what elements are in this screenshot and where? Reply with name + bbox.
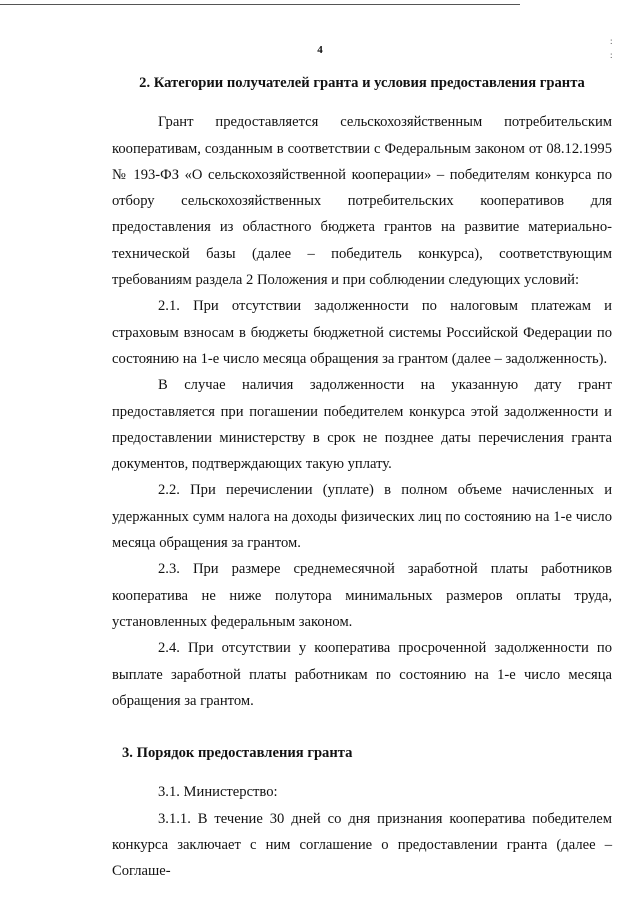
paragraph: 2.1. При отсутствии задолженности по налоговым платежам и страховым взносам в бюджеты бюджетной системы Российской Федерации по состоянию на 1-е число месяца обращения за грантом (далее – задолженность). xyxy=(112,298,612,367)
paragraph: 3.1. Министерство: xyxy=(158,784,278,801)
top-rule xyxy=(0,4,520,5)
paragraph: 3.1.1. В течение 30 дней со дня признания кооператива победителем конкурса заключает с ним соглашение о предоставлении гранта (далее – Соглаше- xyxy=(112,810,612,880)
page-number: 4 xyxy=(317,44,323,56)
margin-marks: : : xyxy=(610,36,613,60)
paragraph: 2.2. При перечислении (уплате) в полном объеме начисленных и удержанных сумм налога на доходы физических лиц по состоянию на 1-е число месяца обращения за грантом. xyxy=(112,482,612,552)
section-2-title: 2. Категории получателей гранта и условия предоставления гранта xyxy=(139,75,585,91)
paragraph: Грант предоставляется сельскохозяйственным потребительским кооперативам, созданным в соответствии с Федеральным законом от 08.12.1995 № 193-ФЗ «О сельскохозяйственной кооперации» – победителям конкурса по отбору сельскохозяйственных потребительских кооперативов для предоставления из областного бюджета грантов на развитие материально-технической базы (далее – победитель конкурса), соответствующим требованиям раздела 2 Положения и при соблюдении следующих условий: xyxy=(112,114,612,289)
paragraph: 2.3. При размере среднемесячной заработной платы работников кооператива не ниже полутора минимальных размеров оплаты труда, установленных федеральным законом. xyxy=(112,561,612,630)
paragraph: В случае наличия задолженности на указанную дату грант предоставляется при погашении победителем конкурса этой задолженности и предоставлении министерству в срок не позднее даты перечисления гранта документов, подтверждающих такую уплату. xyxy=(112,377,612,473)
document-body xyxy=(112,70,612,885)
paragraph: 2.4. При отсутствии у кооператива просроченной задолженности по выплате заработной платы работникам по состоянию на 1-е число месяца обращения за грантом. xyxy=(112,640,612,709)
section-3-title: 3. Порядок предоставления гранта xyxy=(122,745,353,762)
